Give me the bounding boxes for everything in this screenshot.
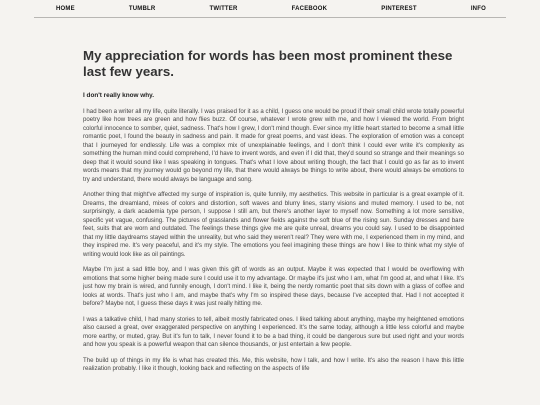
post-paragraph: I had been a writer all my life, quite literally. I was praised for it as a child, I guess one would be proud if their small child wrote totally powerful poetry like how trees are green and how flies buzz. Of course, whatever I wrote grew with me, and how I viewed the world. From bright colorful innocence to somber, quiet, sadness. That's how I grew, I don't mind though. Ever since my little heart started to become a small little romantic poet, I found the beauty in sadness and pain. It made for great poems, and vast ideas. The exploration of emotion was a concept that I journeyed for endlessly. Life was a complex mix of unexplainable feelings, and I don't think I could ever write it's complexity as something the human mind could comprehend, I'd have to invent words, and even if I did that, they'd sound so strange and their meanings so deep that it would sound like I was speaking in tongues. That's what I love about writing though, the fact that I could go as far as to invent words means that my journey would go beyond my life, that there would always be things to write about, there would always be emotions to try and understand, there would always be language and song. (83, 107, 464, 183)
post-paragraph: Another thing that might've affected my surge of inspiration is, quite funnily, my aesthetics. This website in particular is a great example of it. Dreams, the dreamland, mixes of colors and distortion, soft waves and blurry lines, starry visions and muted memory. I used to be, not surprisingly, a dark academia type person, I suppose I still am, but there's another layer to myself now. Something a lot more sensitive, specific yet vague, confusing. The pictures of grasslands and flower fields against the soft blue of the rising sun. Sunday dresses and bare feet, suits that are worn and outdated. The feelings these things give me are quite unreal, dreams you could say. I used to be disappointed that my little daydreams stayed within the unreality, but who said they weren't real? They were with me, I experienced them in my mind, and they inspired me. It's very peaceful, and it's my style. The emotions you feel imagining these things are how I like to think what my style of writing would look like as oil paintings. (83, 191, 464, 258)
nav-link-twitter[interactable]: TWITTER (209, 5, 238, 12)
post-paragraph: Maybe I'm just a sad little boy, and I was given this gift of words as an output. Maybe it was expected that I would be overflowing with emotions that some higher being made sure I could use it to my advantage. Or maybe it's just who I am, what I'm good at, and what I like. It's just how my brain is wired, and funnily enough, I don't mind. I like it, being the nerdy romantic poet that sits down with a glass of coffee and looks at words. That's just who I am, and maybe that's why I'm so inspired these days, because I've accepted that. Had I not accepted it before? Maybe not, I guess these days it was just really hitting me. (83, 266, 464, 308)
post-title: My appreciation for words has been most prominent these last few years. (83, 48, 453, 79)
nav-link-pinterest[interactable]: PINTEREST (381, 5, 417, 12)
nav-link-facebook[interactable]: FACEBOOK (291, 5, 328, 12)
post-paragraph: I was a talkative child, I had many stories to tell, albeit mostly fabricated ones. I liked talking about anything, maybe my heightened emotions also caused a great, over exaggerated perspective on anything I experienced. It's the same today, although a little less colorful and maybe more earthy, or muted, gray. But it's fun to talk, I never found it to be a bad thing, it could be dangerous sure but used right and your words and how you speak is a powerful weapon that can silence thousands, or just entertain a few people. (83, 315, 464, 349)
nav-link-tumblr[interactable]: TUMBLR (128, 5, 156, 12)
post-content (83, 48, 464, 405)
nav-divider (34, 17, 506, 18)
post-paragraph: The build up of things in my life is what has created this. Me, this website, how I talk, and how I write. It's also the reason I have this little realization probably. I like it though, looking back and reflecting on the aspects of life (83, 356, 464, 373)
nav-link-info[interactable]: INFO (470, 5, 486, 12)
nav-link-home[interactable]: HOME (56, 5, 75, 12)
post-subtitle: I don't really know why. (83, 91, 154, 99)
top-nav (0, 0, 540, 17)
